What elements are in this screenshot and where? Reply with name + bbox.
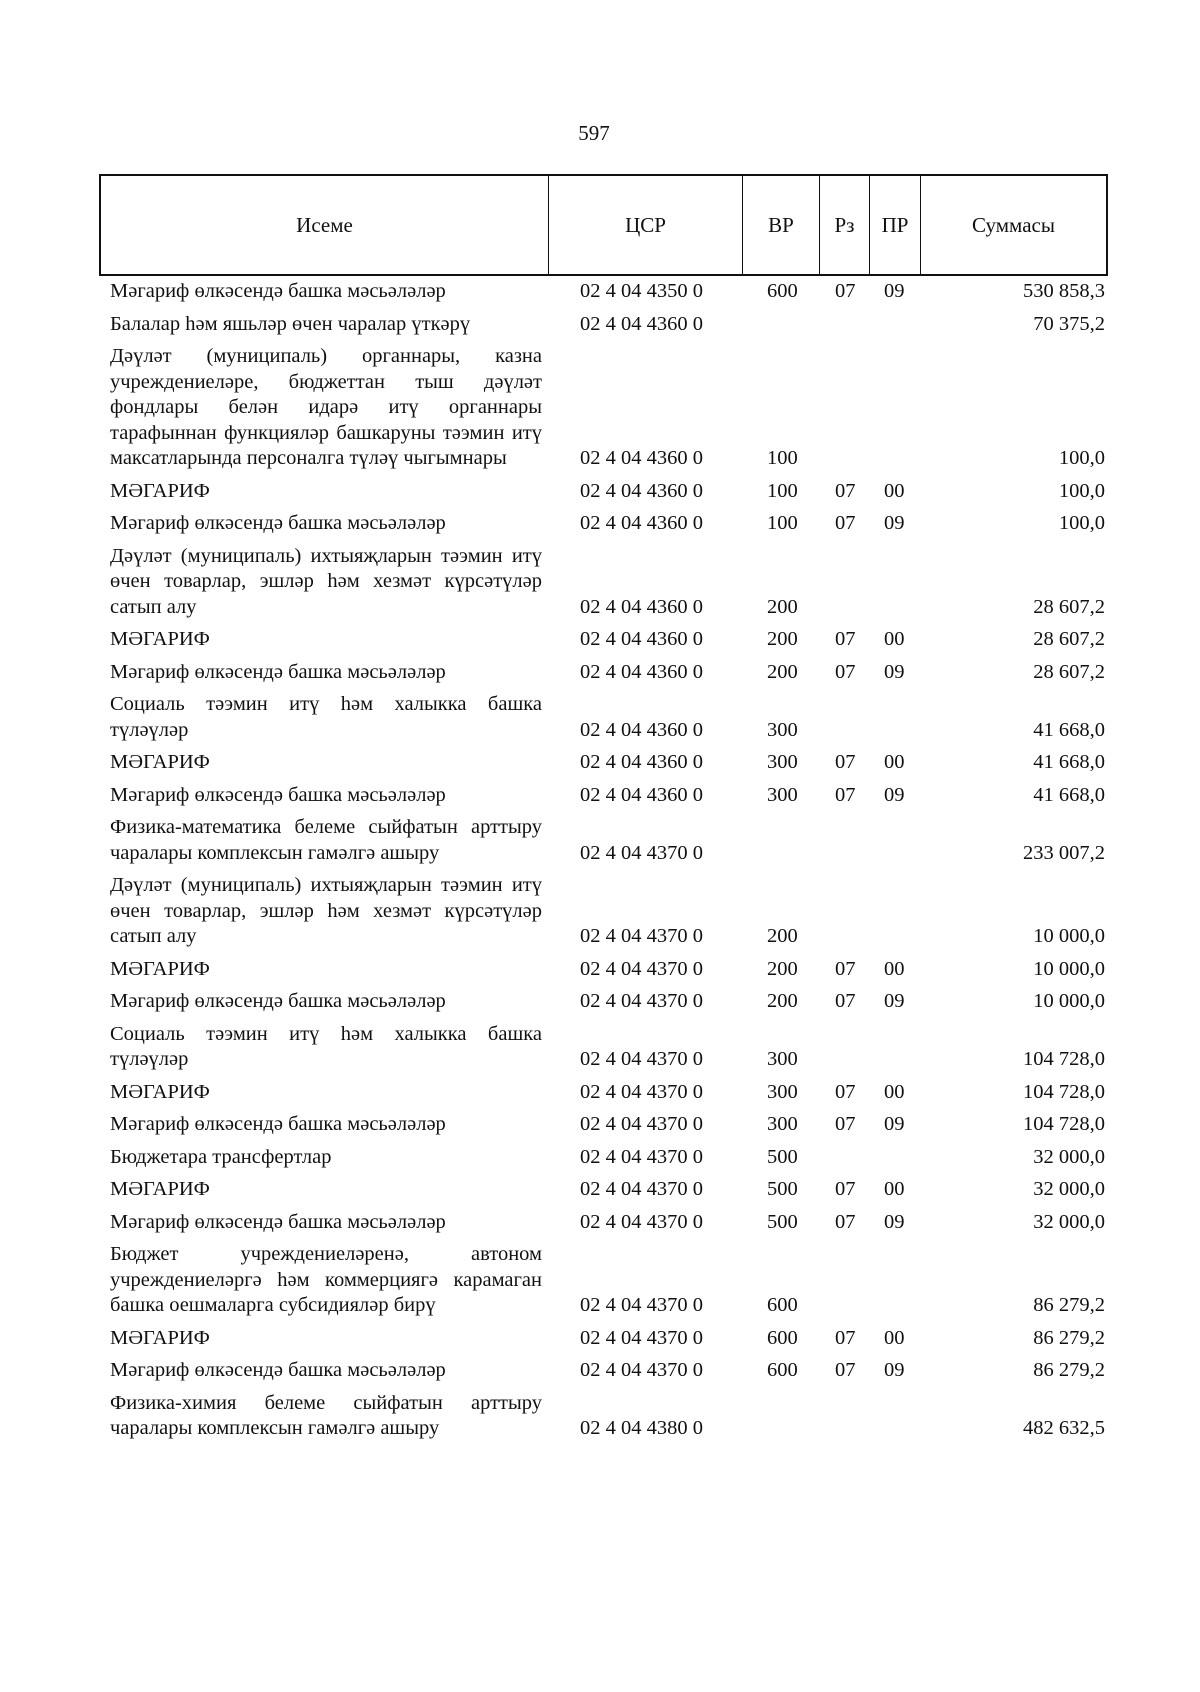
row-csr: 02 4 04 4370 0 bbox=[580, 1113, 703, 1135]
row-vr: 600 bbox=[767, 1359, 798, 1381]
row-pr: 09 bbox=[884, 1113, 905, 1135]
row-sum: 32 000,0 bbox=[1033, 1145, 1105, 1168]
row-rz: 07 bbox=[835, 660, 856, 683]
table-row bbox=[0, 873, 1200, 957]
row-sum: 233 007,2 bbox=[1023, 841, 1105, 864]
row-pr: 09 bbox=[884, 512, 905, 534]
header-csr: ЦСР bbox=[549, 176, 743, 274]
row-name: МӘГАРИФ bbox=[110, 751, 210, 773]
row-sum: 28 607,2 bbox=[1033, 628, 1105, 650]
row-name: Бюджет учреждениеләренә, автоном учреждениеләргә һәм коммерциягә карамаган башка оешмаларга субсидияләр бирү bbox=[110, 1243, 542, 1316]
table-row bbox=[0, 1358, 1200, 1391]
table-row bbox=[0, 957, 1200, 990]
table-header bbox=[99, 174, 1108, 276]
header-pr: ПР bbox=[870, 176, 921, 274]
row-name: Бюджетара трансфертлар bbox=[110, 1145, 332, 1168]
row-name: Социаль тәэмин итү һәм халыкка башка түләүләр bbox=[110, 1022, 542, 1070]
row-vr: 500 bbox=[767, 1178, 798, 1200]
row-csr: 02 4 04 4360 0 bbox=[580, 479, 703, 502]
row-csr: 02 4 04 4370 0 bbox=[580, 1294, 703, 1316]
row-csr: 02 4 04 4370 0 bbox=[580, 1326, 703, 1349]
row-rz: 07 bbox=[835, 1113, 856, 1135]
row-sum: 10 000,0 bbox=[1033, 925, 1105, 947]
row-sum: 28 607,2 bbox=[1033, 660, 1105, 683]
row-rz: 07 bbox=[835, 1178, 856, 1200]
row-sum: 100,0 bbox=[1058, 479, 1105, 502]
row-csr: 02 4 04 4360 0 bbox=[580, 447, 703, 469]
row-vr: 300 bbox=[767, 1113, 798, 1135]
row-csr: 02 4 04 4370 0 bbox=[580, 841, 703, 864]
row-csr: 02 4 04 4360 0 bbox=[580, 660, 703, 683]
row-csr: 02 4 04 4360 0 bbox=[580, 512, 703, 534]
row-name: МӘГАРИФ bbox=[110, 957, 210, 980]
table-row bbox=[0, 1210, 1200, 1243]
row-pr: 09 bbox=[884, 280, 905, 302]
row-name: Мәгариф өлкәсендә башка мәсьәләләр bbox=[110, 1210, 446, 1233]
row-pr: 00 bbox=[884, 1080, 905, 1103]
table-row bbox=[0, 1326, 1200, 1359]
row-name: МӘГАРИФ bbox=[110, 1080, 210, 1103]
row-vr: 300 bbox=[767, 751, 798, 773]
table-row bbox=[0, 1022, 1200, 1080]
header-vr: ВР bbox=[743, 176, 820, 274]
row-sum: 70 375,2 bbox=[1033, 312, 1105, 335]
row-vr: 300 bbox=[767, 718, 798, 741]
row-vr: 600 bbox=[767, 280, 798, 302]
row-vr: 100 bbox=[767, 447, 798, 469]
row-name: Мәгариф өлкәсендә башка мәсьәләләр bbox=[110, 783, 446, 806]
row-csr: 02 4 04 4370 0 bbox=[580, 1210, 703, 1233]
row-rz: 07 bbox=[835, 280, 856, 302]
row-vr: 100 bbox=[767, 479, 798, 502]
row-csr: 02 4 04 4370 0 bbox=[580, 925, 703, 947]
row-vr: 300 bbox=[767, 783, 798, 806]
row-sum: 86 279,2 bbox=[1033, 1359, 1105, 1381]
row-rz: 07 bbox=[835, 783, 856, 806]
row-csr: 02 4 04 4370 0 bbox=[580, 1359, 703, 1381]
row-sum: 482 632,5 bbox=[1023, 1417, 1105, 1439]
row-vr: 600 bbox=[767, 1326, 798, 1349]
page-number: 597 bbox=[578, 121, 610, 145]
row-vr: 300 bbox=[767, 1080, 798, 1103]
table-body bbox=[0, 279, 1200, 1449]
row-name: Мәгариф өлкәсендә башка мәсьәләләр bbox=[110, 1113, 446, 1135]
row-vr: 200 bbox=[767, 925, 798, 947]
table-row bbox=[0, 783, 1200, 816]
row-csr: 02 4 04 4360 0 bbox=[580, 628, 703, 650]
table-row bbox=[0, 479, 1200, 512]
row-vr: 100 bbox=[767, 512, 798, 534]
row-rz: 07 bbox=[835, 1080, 856, 1103]
row-name: Мәгариф өлкәсендә башка мәсьәләләр bbox=[110, 990, 446, 1012]
row-csr: 02 4 04 4380 0 bbox=[580, 1417, 703, 1439]
row-pr: 00 bbox=[884, 628, 905, 650]
header-sum: Суммасы bbox=[972, 212, 1055, 237]
row-rz: 07 bbox=[835, 479, 856, 502]
table-row bbox=[0, 989, 1200, 1022]
row-pr: 09 bbox=[884, 660, 905, 683]
table-row bbox=[0, 1177, 1200, 1210]
table-row bbox=[0, 750, 1200, 783]
row-rz: 07 bbox=[835, 1359, 856, 1381]
row-name: Социаль тәэмин итү һәм халыкка башка түләүләр bbox=[110, 693, 542, 741]
row-name: Балалар һәм яшьләр өчен чаралар үткәрү bbox=[110, 312, 471, 335]
row-csr: 02 4 04 4370 0 bbox=[580, 990, 703, 1012]
row-sum: 32 000,0 bbox=[1033, 1178, 1105, 1200]
row-csr: 02 4 04 4370 0 bbox=[580, 1080, 703, 1103]
row-sum: 10 000,0 bbox=[1033, 990, 1105, 1012]
row-pr: 00 bbox=[884, 479, 905, 502]
row-sum: 100,0 bbox=[1058, 512, 1105, 534]
row-csr: 02 4 04 4370 0 bbox=[580, 1145, 703, 1168]
row-csr: 02 4 04 4350 0 bbox=[580, 280, 703, 302]
row-name: Физика-химия белеме сыйфатын арттыру чаралары комплексын гамәлгә ашыру bbox=[110, 1391, 542, 1439]
row-rz: 07 bbox=[835, 1326, 856, 1349]
row-vr: 200 bbox=[767, 660, 798, 683]
table-row bbox=[0, 627, 1200, 660]
row-sum: 104 728,0 bbox=[1023, 1048, 1105, 1070]
row-sum: 41 668,0 bbox=[1033, 718, 1105, 741]
row-sum: 41 668,0 bbox=[1033, 751, 1105, 773]
row-name: Физика-математика белеме сыйфатын арттыру чаралары комплексын гамәлгә ашыру bbox=[110, 816, 542, 864]
table-row bbox=[0, 544, 1200, 628]
table-row bbox=[0, 279, 1200, 312]
table-row bbox=[0, 344, 1200, 479]
row-pr: 00 bbox=[884, 751, 905, 773]
row-name: Дәүләт (муниципаль) ихтыяҗларын тәэмин итү өчен товарлар, эшләр һәм хезмәт күрсәтүләр сатып алу bbox=[110, 874, 542, 947]
row-name: МӘГАРИФ bbox=[110, 1178, 210, 1200]
row-name: МӘГАРИФ bbox=[110, 479, 210, 502]
header-name: Исеме bbox=[101, 176, 549, 274]
row-csr: 02 4 04 4370 0 bbox=[580, 1178, 703, 1200]
row-sum: 32 000,0 bbox=[1033, 1210, 1105, 1233]
row-name: МӘГАРИФ bbox=[110, 1326, 210, 1349]
row-rz: 07 bbox=[835, 990, 856, 1012]
row-csr: 02 4 04 4370 0 bbox=[580, 1048, 703, 1070]
row-pr: 00 bbox=[884, 1326, 905, 1349]
table-row bbox=[0, 1242, 1200, 1326]
row-csr: 02 4 04 4360 0 bbox=[580, 312, 703, 335]
table-row bbox=[0, 1112, 1200, 1145]
row-vr: 200 bbox=[767, 957, 798, 980]
row-sum: 86 279,2 bbox=[1033, 1294, 1105, 1316]
table-row bbox=[0, 1080, 1200, 1113]
row-pr: 09 bbox=[884, 783, 905, 806]
row-rz: 07 bbox=[835, 751, 856, 773]
row-pr: 09 bbox=[884, 1359, 905, 1381]
table-row bbox=[0, 692, 1200, 750]
row-csr: 02 4 04 4360 0 bbox=[580, 595, 703, 618]
row-csr: 02 4 04 4370 0 bbox=[580, 957, 703, 980]
row-vr: 200 bbox=[767, 595, 798, 618]
row-name: МӘГАРИФ bbox=[110, 628, 210, 650]
row-sum: 28 607,2 bbox=[1033, 595, 1105, 618]
row-name: Мәгариф өлкәсендә башка мәсьәләләр bbox=[110, 1359, 446, 1381]
table-row bbox=[0, 1391, 1200, 1449]
row-sum: 86 279,2 bbox=[1033, 1326, 1105, 1349]
table-row bbox=[0, 511, 1200, 544]
row-vr: 200 bbox=[767, 628, 798, 650]
row-rz: 07 bbox=[835, 957, 856, 980]
row-name: Мәгариф өлкәсендә башка мәсьәләләр bbox=[110, 280, 446, 302]
row-sum: 100,0 bbox=[1058, 447, 1105, 469]
row-vr: 600 bbox=[767, 1294, 798, 1316]
row-csr: 02 4 04 4360 0 bbox=[580, 751, 703, 773]
header-rz: Рз bbox=[820, 176, 870, 274]
row-csr: 02 4 04 4360 0 bbox=[580, 783, 703, 806]
row-csr: 02 4 04 4360 0 bbox=[580, 718, 703, 741]
row-pr: 09 bbox=[884, 1210, 905, 1233]
table-row bbox=[0, 660, 1200, 693]
row-name: Дәүләт (муниципаль) ихтыяҗларын тәэмин итү өчен товарлар, эшләр һәм хезмәт күрсәтүләр сатып алу bbox=[110, 544, 542, 618]
row-pr: 00 bbox=[884, 1178, 905, 1200]
row-vr: 500 bbox=[767, 1145, 798, 1168]
row-pr: 00 bbox=[884, 957, 905, 980]
table-row bbox=[0, 1145, 1200, 1178]
row-pr: 09 bbox=[884, 990, 905, 1012]
row-sum: 104 728,0 bbox=[1023, 1113, 1105, 1135]
row-sum: 530 858,3 bbox=[1023, 280, 1105, 302]
row-rz: 07 bbox=[835, 1210, 856, 1233]
row-sum: 104 728,0 bbox=[1023, 1080, 1105, 1103]
table-row bbox=[0, 312, 1200, 345]
table-row bbox=[0, 815, 1200, 873]
row-rz: 07 bbox=[835, 512, 856, 534]
row-vr: 300 bbox=[767, 1048, 798, 1070]
row-name: Дәүләт (муниципаль) органнары, казна учреждениеләре, бюджеттан тыш дәүләт фондлары белән идарә итү органнары тарафыннан функцияләр башкаруны тәэмин итү максатларында персоналга түләү чыгымнары bbox=[110, 345, 542, 469]
row-name: Мәгариф өлкәсендә башка мәсьәләләр bbox=[110, 660, 446, 683]
row-rz: 07 bbox=[835, 628, 856, 650]
row-vr: 500 bbox=[767, 1210, 798, 1233]
row-name: Мәгариф өлкәсендә башка мәсьәләләр bbox=[110, 512, 446, 534]
row-sum: 41 668,0 bbox=[1033, 783, 1105, 806]
row-vr: 200 bbox=[767, 990, 798, 1012]
row-sum: 10 000,0 bbox=[1033, 957, 1105, 980]
